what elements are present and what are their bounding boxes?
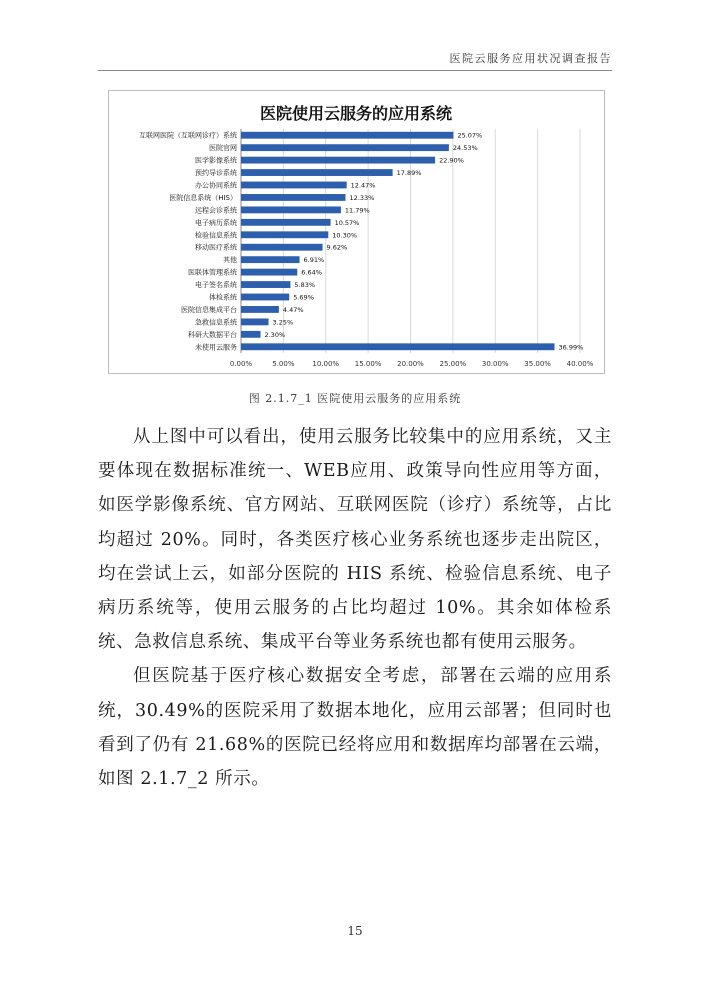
header-rule: [98, 70, 612, 71]
category-label: 科研大数据平台: [188, 330, 237, 339]
category-label: 医院信息系统（HIS）: [169, 193, 237, 202]
category-label: 移动医疗系统: [195, 243, 237, 252]
data-label: 22.90%: [439, 156, 464, 165]
x-tick-label: 30.00%: [481, 360, 509, 368]
category-label: 医联体管理系统: [188, 268, 237, 277]
bar: [241, 306, 279, 313]
figure-caption: 图 2.1.7_1 医院使用云服务的应用系统: [248, 392, 462, 405]
data-label: 10.57%: [334, 218, 360, 227]
data-label: 4.47%: [282, 305, 304, 314]
bar: [241, 206, 341, 213]
bar-chart: [109, 91, 604, 373]
paragraph-2: 但医院基于医疗核心数据安全考虑，部署在云端的应用系统，30.49%的医院采用了数据本地化，应用云部署；但同时也看到了仍有 21.68%的医院已经将应用和数据库均部署在云端，如图 2.1.7_2 所示。: [98, 666, 612, 790]
category-label: 其他: [223, 256, 237, 265]
bar: [241, 244, 323, 251]
chart-title: 医院使用云服务的应用系统: [259, 104, 453, 123]
category-label: 医学影像系统: [195, 156, 237, 165]
x-tick-label: 25.00%: [439, 360, 467, 368]
bar: [241, 157, 435, 164]
data-label: 17.89%: [396, 169, 422, 178]
x-tick-label: 40.00%: [566, 360, 594, 368]
category-label: 未使用云服务: [195, 343, 237, 352]
running-header: 医院云服务应用状况调查报告: [449, 52, 612, 65]
bar: [241, 294, 289, 301]
data-label: 2.30%: [264, 330, 286, 339]
x-tick-label: 5.00%: [272, 360, 295, 368]
data-label: 6.64%: [301, 268, 322, 277]
category-label: 体检系统: [209, 293, 237, 302]
bar: [241, 318, 269, 325]
data-label: 10.30%: [332, 231, 358, 240]
data-label: 11.79%: [344, 206, 370, 215]
bar: [241, 343, 554, 350]
x-tick-label: 35.00%: [524, 360, 551, 368]
category-label: 互联网医院（互联网诊疗）系统: [139, 131, 237, 140]
x-tick-label: 0.00%: [229, 360, 253, 368]
chart-container: [108, 90, 605, 374]
paragraph-1: 从上图中可以看出，使用云服务比较集中的应用系统，又主要体现在数据标准统一、WEB应用、政策导向性应用等方面，如医学影像系统、官方网站、互联网医院（诊疗）系统等，占比均超过 20%。同时，各类医疗核心业务系统也逐步走出院区，均在尝试上云，如部分医院的 HIS 系统、检验信息系统、电子病历系统等，使用云服务的占比均超过 10%。其余如体检系统、急救信息系统、集成平台等业务系统也都有使用云服务。: [98, 427, 612, 653]
bar: [241, 219, 331, 226]
bar: [241, 182, 347, 189]
data-label: 25.07%: [457, 131, 483, 140]
bar: [241, 281, 290, 288]
data-label: 3.25%: [272, 318, 294, 327]
data-label: 9.62%: [326, 243, 348, 252]
bar: [241, 169, 393, 176]
data-label: 6.91%: [303, 256, 325, 265]
x-tick-label: 10.00%: [312, 360, 340, 368]
category-label: 远程会诊系统: [195, 206, 237, 215]
bar: [241, 256, 300, 263]
data-label: 36.99%: [558, 343, 584, 352]
category-label: 医院信息集成平台: [181, 305, 237, 314]
data-label: 5.83%: [294, 281, 316, 290]
bar: [241, 331, 260, 338]
bar: [241, 132, 453, 139]
category-label: 预约导诊系统: [195, 169, 237, 178]
category-label: 医院官网: [209, 144, 237, 153]
category-label: 办公协同系统: [195, 181, 237, 190]
bar: [241, 144, 449, 151]
category-label: 电子病历系统: [195, 218, 237, 227]
data-label: 12.47%: [350, 181, 376, 190]
x-tick-label: 15.00%: [354, 360, 382, 368]
category-label: 急救信息系统: [195, 318, 237, 327]
category-label: 检验信息系统: [195, 231, 237, 240]
page-number: 15: [347, 924, 363, 938]
data-label: 24.53%: [452, 144, 478, 153]
bar: [241, 269, 297, 276]
category-label: 电子签名系统: [195, 281, 237, 290]
x-tick-label: 20.00%: [397, 360, 424, 368]
data-label: 12.33%: [349, 193, 375, 202]
bar: [241, 231, 328, 238]
body-text: [98, 420, 612, 796]
bar: [241, 194, 345, 201]
data-label: 5.69%: [293, 293, 314, 302]
